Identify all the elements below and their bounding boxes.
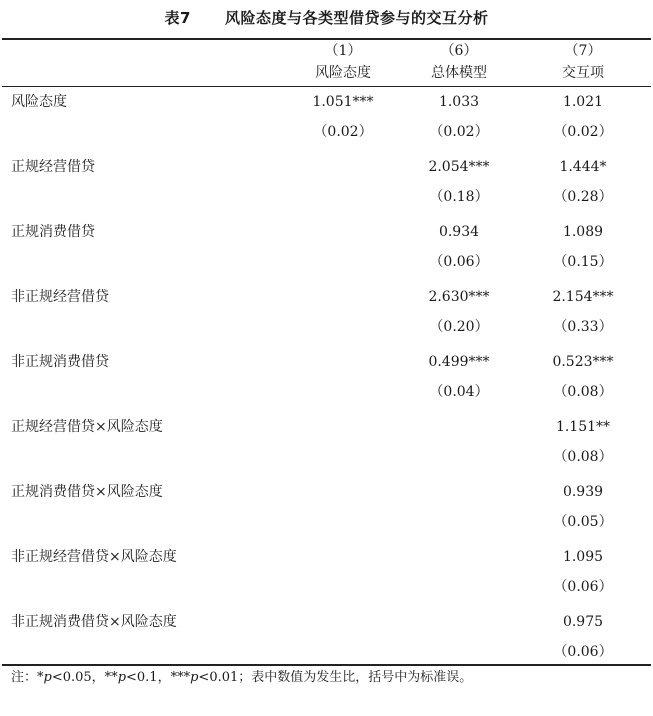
column-7-value: 1.089 — [562, 224, 604, 240]
row-label: 非正规消费借贷×风险态度 — [11, 614, 177, 630]
column-1-std-error: （0.02） — [313, 124, 373, 140]
column-7-value: 0.939 — [562, 484, 604, 500]
table-title-text: 风险态度与各类型借贷参与的交互分析 — [224, 9, 489, 27]
column-6-value: 2.630*** — [428, 289, 490, 305]
column-7-std-error: （0.05） — [553, 514, 613, 530]
column-1-number: （1） — [324, 43, 362, 59]
column-7-std-error: （0.33） — [553, 319, 613, 335]
column-7-std-error: （0.06） — [553, 579, 613, 595]
column-7-label: 交互项 — [562, 65, 604, 81]
column-7-value: 1.021 — [562, 94, 604, 110]
column-7-std-error: （0.06） — [553, 644, 613, 660]
note-part-3: <0.01；表中数值为发生比，括号中为标准误。 — [198, 670, 473, 685]
column-7-std-error: （0.08） — [553, 384, 613, 400]
note-p-symbol: p — [117, 670, 127, 685]
column-7-value: 0.975 — [562, 614, 604, 630]
column-7-std-error: （0.02） — [553, 124, 613, 140]
row-label: 非正规经营借贷×风险态度 — [11, 549, 177, 565]
note-p-symbol: p — [190, 670, 199, 685]
row-label: 正规经营借贷 — [11, 159, 95, 175]
column-7-std-error: （0.28） — [553, 189, 613, 205]
bottom-rule — [2, 664, 651, 666]
header-rule — [2, 86, 651, 87]
column-6-value: 2.054*** — [428, 159, 490, 175]
row-label: 正规经营借贷×风险态度 — [11, 419, 163, 435]
note-part-1: <0.05，** — [51, 670, 118, 685]
row-label: 非正规消费借贷 — [11, 354, 109, 370]
column-6-std-error: （0.18） — [429, 189, 489, 205]
column-6-std-error: （0.06） — [429, 254, 489, 270]
row-label: 风险态度 — [11, 94, 67, 110]
top-rule — [2, 38, 651, 40]
column-7-std-error: （0.08） — [553, 449, 613, 465]
column-7-std-error: （0.15） — [553, 254, 613, 270]
table-note — [11, 669, 472, 687]
column-7-value: 0.523*** — [552, 354, 614, 370]
column-6-number: （6） — [440, 43, 478, 59]
column-7-value: 1.444* — [559, 159, 607, 175]
table-number: 表7 — [164, 9, 191, 27]
note-p-symbol: p — [43, 670, 52, 685]
row-label: 正规消费借贷×风险态度 — [11, 484, 163, 500]
column-7-value: 1.095 — [562, 549, 604, 565]
row-label: 正规消费借贷 — [11, 224, 95, 240]
note-part-2: <0.1，*** — [126, 670, 191, 685]
column-1-label: 风险态度 — [315, 65, 371, 81]
column-6-value: 1.033 — [438, 94, 480, 110]
column-6-label: 总体模型 — [431, 65, 487, 81]
column-7-value: 2.154*** — [552, 289, 614, 305]
column-7-value: 1.151** — [555, 419, 611, 435]
column-7-number: （7） — [564, 43, 602, 59]
note-prefix: 注：* — [11, 670, 44, 685]
column-6-value: 0.934 — [438, 224, 480, 240]
column-6-std-error: （0.04） — [429, 384, 489, 400]
table-title — [0, 7, 653, 28]
column-6-value: 0.499*** — [428, 354, 490, 370]
column-6-std-error: （0.02） — [429, 124, 489, 140]
column-1-value: 1.051*** — [312, 94, 374, 110]
column-6-std-error: （0.20） — [429, 319, 489, 335]
row-label: 非正规经营借贷 — [11, 289, 109, 305]
